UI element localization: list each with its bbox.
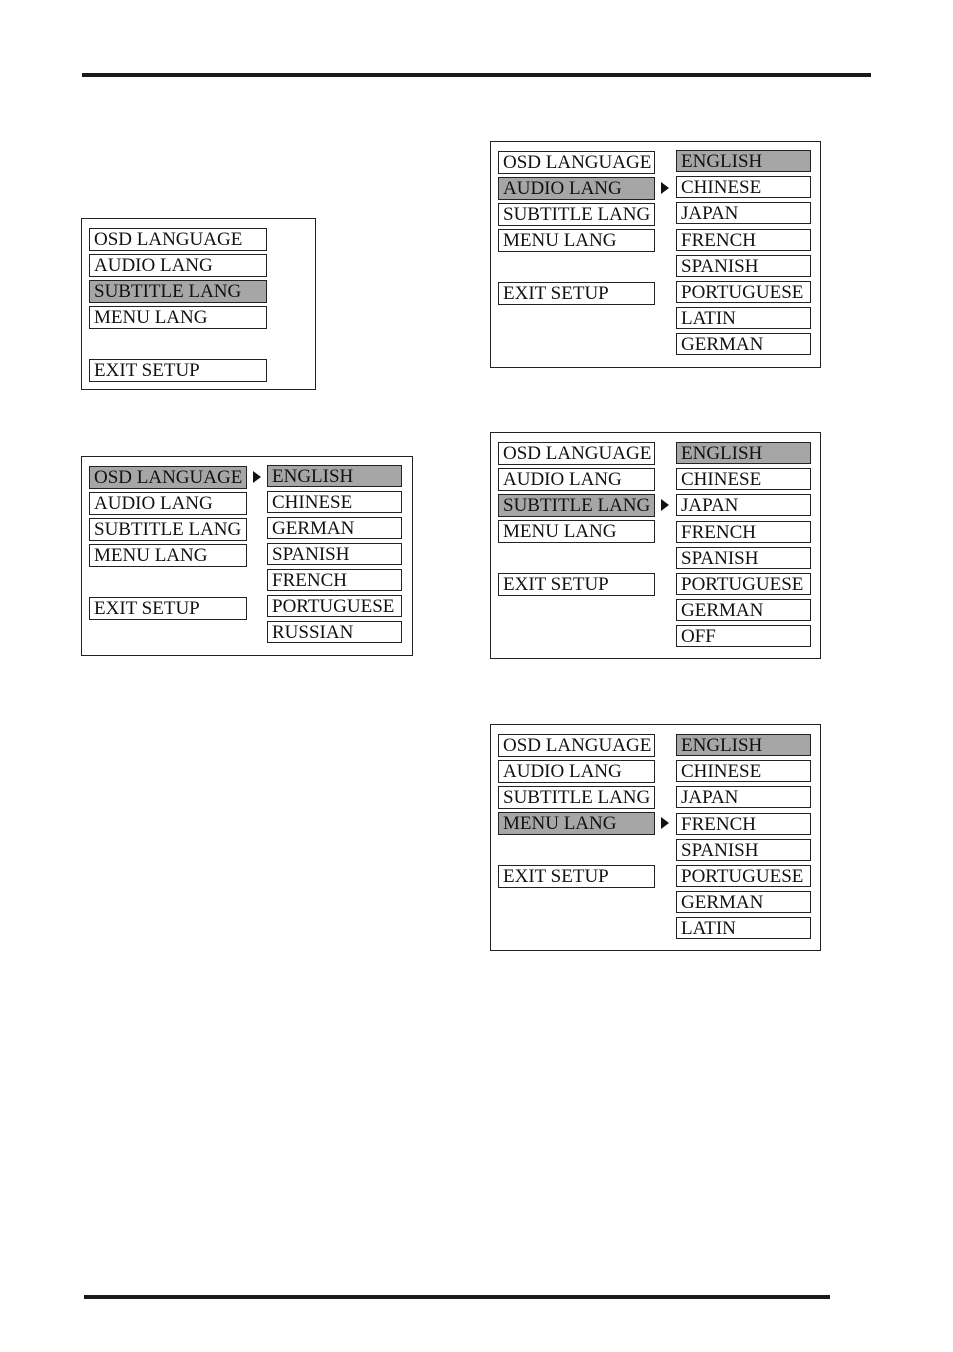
exit-setup-button[interactable]: EXIT SETUP [89,597,247,620]
language-option[interactable]: FRENCH [676,521,811,543]
language-option[interactable]: JAPAN [676,494,811,516]
language-option[interactable]: SPANISH [676,839,811,861]
exit-setup-button[interactable]: EXIT SETUP [498,573,655,596]
menu-item-osd-language[interactable]: OSD LANGUAGE [89,466,247,489]
menu-item-audio-lang[interactable]: AUDIO LANG [89,492,247,515]
menu-item-audio-lang[interactable]: AUDIO LANG [89,254,267,277]
language-option[interactable]: ENGLISH [676,734,811,756]
menu-item-subtitle-lang[interactable]: SUBTITLE LANG [498,786,655,809]
language-option[interactable]: PORTUGUESE [267,595,402,617]
menu-item-osd-language[interactable]: OSD LANGUAGE [498,151,655,174]
menu-item-menu-lang[interactable]: MENU LANG [498,520,655,543]
menu-item-audio-lang[interactable]: AUDIO LANG [498,468,655,491]
language-option[interactable]: GERMAN [267,517,402,539]
language-option[interactable]: JAPAN [676,786,811,808]
language-option[interactable]: GERMAN [676,599,811,621]
menu-item-menu-lang[interactable]: MENU LANG [498,812,655,835]
language-option[interactable]: CHINESE [676,176,811,198]
menu-item-menu-lang[interactable]: MENU LANG [89,306,267,329]
menu-item-subtitle-lang[interactable]: SUBTITLE LANG [89,518,247,541]
language-option[interactable]: FRENCH [267,569,402,591]
exit-setup-button[interactable]: EXIT SETUP [89,359,267,382]
language-option[interactable]: SPANISH [676,547,811,569]
menu-item-subtitle-lang[interactable]: SUBTITLE LANG [498,494,655,517]
language-option[interactable]: CHINESE [676,760,811,782]
language-option[interactable]: PORTUGUESE [676,865,811,887]
menu-item-osd-language[interactable]: OSD LANGUAGE [89,228,267,251]
language-option[interactable]: SPANISH [267,543,402,565]
language-option[interactable]: RUSSIAN [267,621,402,643]
top-rule [82,73,871,77]
language-option[interactable]: GERMAN [676,333,811,355]
bottom-rule [84,1295,830,1299]
exit-setup-button[interactable]: EXIT SETUP [498,865,655,888]
menu-item-audio-lang[interactable]: AUDIO LANG [498,760,655,783]
language-option[interactable]: LATIN [676,307,811,329]
language-option[interactable]: ENGLISH [676,150,811,172]
menu-item-menu-lang[interactable]: MENU LANG [89,544,247,567]
language-option[interactable]: ENGLISH [267,465,402,487]
language-option[interactable]: JAPAN [676,202,811,224]
language-option[interactable]: GERMAN [676,891,811,913]
menu-item-subtitle-lang[interactable]: SUBTITLE LANG [498,203,655,226]
language-option[interactable]: ENGLISH [676,442,811,464]
submenu-arrow-icon [661,499,669,511]
menu-item-subtitle-lang[interactable]: SUBTITLE LANG [89,280,267,303]
language-option[interactable]: PORTUGUESE [676,573,811,595]
submenu-arrow-icon [253,471,261,483]
menu-item-osd-language[interactable]: OSD LANGUAGE [498,734,655,757]
submenu-arrow-icon [661,182,669,194]
menu-item-menu-lang[interactable]: MENU LANG [498,229,655,252]
language-option[interactable]: CHINESE [676,468,811,490]
submenu-arrow-icon [661,817,669,829]
language-option[interactable]: PORTUGUESE [676,281,811,303]
language-option[interactable]: CHINESE [267,491,402,513]
language-option[interactable]: OFF [676,625,811,647]
exit-setup-button[interactable]: EXIT SETUP [498,282,655,305]
language-option[interactable]: FRENCH [676,813,811,835]
menu-item-audio-lang[interactable]: AUDIO LANG [498,177,655,200]
language-option[interactable]: LATIN [676,917,811,939]
menu-item-osd-language[interactable]: OSD LANGUAGE [498,442,655,465]
language-option[interactable]: FRENCH [676,229,811,251]
language-option[interactable]: SPANISH [676,255,811,277]
